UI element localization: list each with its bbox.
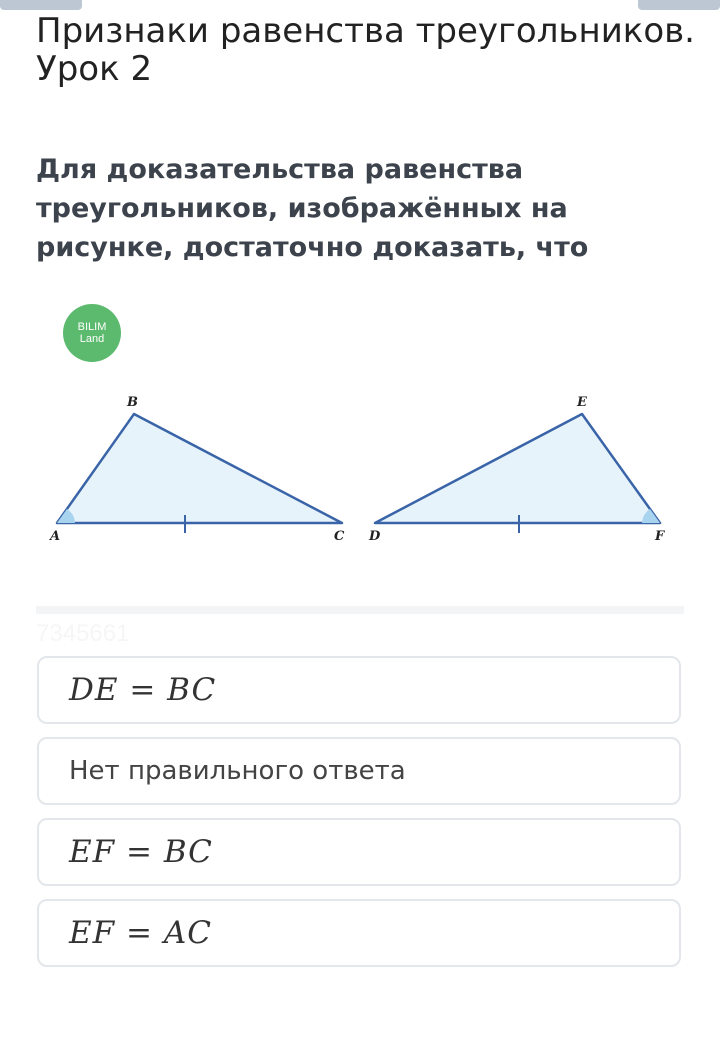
label-a: A	[50, 529, 61, 544]
lesson-title: Признаки равенства треугольников. Урок 2	[36, 11, 695, 89]
triangles-figure	[0, 380, 720, 560]
label-c: C	[334, 529, 345, 544]
logo-line-1: BILIM	[77, 321, 107, 333]
answer-option-3[interactable]	[37, 818, 681, 886]
question-text: Для доказательства равенства треугольников, изображённых на рисунке, достаточно доказать, что	[36, 154, 589, 263]
answer-option-2[interactable]	[37, 737, 681, 805]
triangle-abc	[57, 414, 342, 523]
answer-option-3-label: EF = BC	[69, 834, 213, 870]
answer-option-2-label: Нет правильного ответа	[69, 756, 406, 786]
logo-line-2: Land	[79, 333, 105, 345]
bilimland-logo	[63, 304, 121, 362]
watermark-id: 7345661	[36, 620, 130, 647]
answer-option-4-label: EF = AC	[69, 915, 212, 951]
label-f: F	[655, 529, 665, 544]
answer-option-1[interactable]	[37, 656, 681, 724]
divider	[36, 606, 684, 614]
triangle-def	[375, 414, 660, 523]
answer-option-4[interactable]	[37, 899, 681, 967]
label-e: E	[577, 395, 587, 410]
label-d: D	[369, 529, 381, 544]
top-tab-left	[0, 0, 82, 10]
label-b: B	[127, 395, 138, 410]
top-tab-right	[638, 0, 720, 10]
answer-option-1-label: DE = BC	[69, 672, 217, 708]
